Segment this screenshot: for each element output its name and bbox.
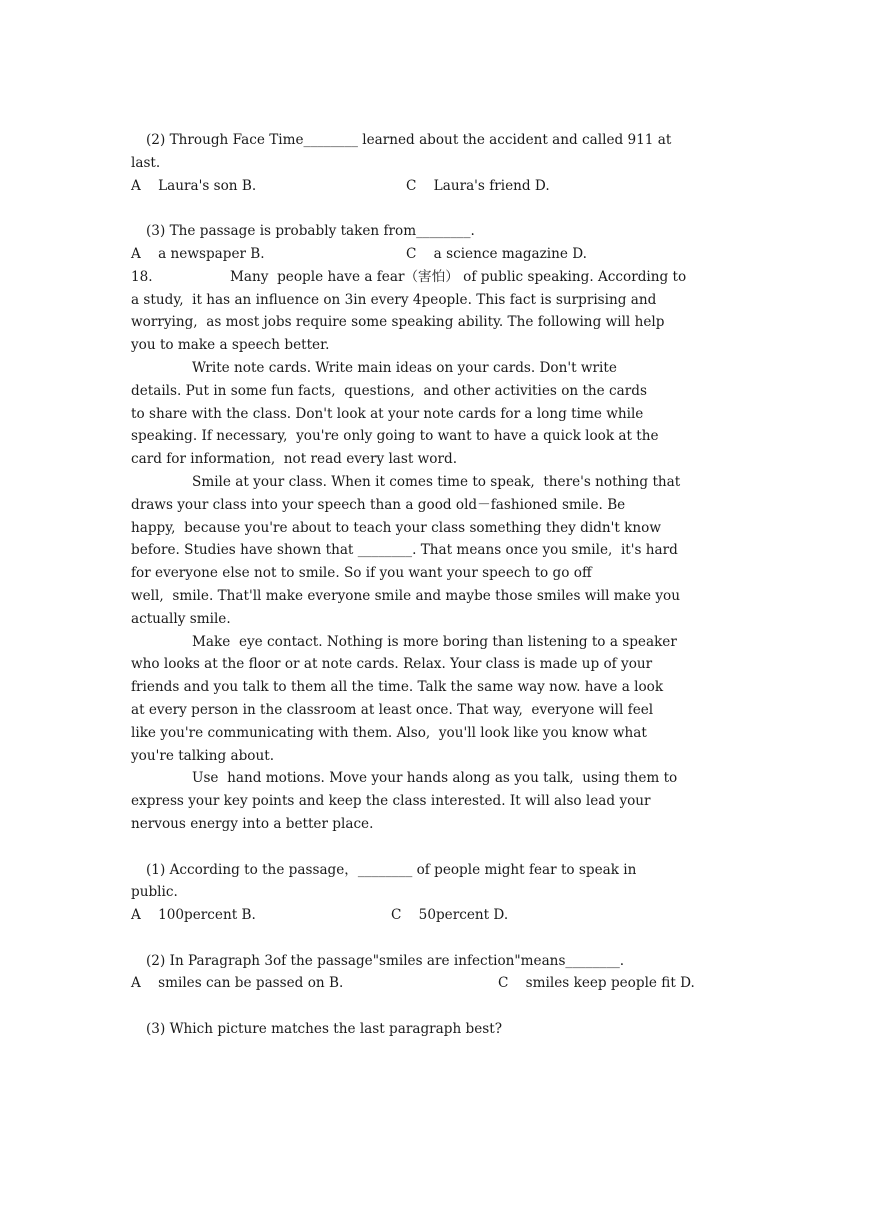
q17-2-stem-line1: (2) Through Face Time________ learned about the accident and called 911 at xyxy=(146,132,672,148)
q18-1-options-right: C 50percent D. xyxy=(391,907,509,924)
q18-1-stem-line2: public. xyxy=(131,884,178,901)
q18-2-stem: (2) In Paragraph 3of the passage"smiles are infection"means________. xyxy=(146,952,625,969)
spacer xyxy=(131,995,741,1018)
q18-1-options xyxy=(131,904,741,927)
q18-para3-line: at every person in the classroom at least once. That way, everyone will feel xyxy=(131,701,654,718)
q18-2-options-right: C smiles keep people fit D. xyxy=(498,975,695,992)
q18-number: 18. xyxy=(131,268,153,285)
q17-2-stem-line2: last. xyxy=(131,154,161,171)
q17-3-options-left: A a newspaper B. xyxy=(131,245,265,262)
q18-para2-line: happy, because you're about to teach your class something they didn't know xyxy=(131,519,661,536)
q17-3-options-right: C a science magazine D. xyxy=(406,245,587,262)
document-page xyxy=(131,129,741,1041)
q18-para3-line: you're talking about. xyxy=(131,747,275,764)
q17-3-stem: (3) The passage is probably taken from________. xyxy=(146,223,475,240)
q18-2-options-left: A smiles can be passed on B. xyxy=(131,975,344,992)
q17-2-options xyxy=(131,175,741,198)
q18-para4-line: nervous energy into a better place. xyxy=(131,815,374,832)
spacer xyxy=(131,927,741,950)
q18-para3-line: Make eye contact. Nothing is more boring than listening to a speaker xyxy=(192,633,677,650)
q18-para4-line: express your key points and keep the class interested. It will also lead your xyxy=(131,793,651,810)
q18-para2-line: well, smile. That'll make everyone smile and maybe those smiles will make you xyxy=(131,587,680,604)
q18-para1-line: details. Put in some fun facts, questions, and other activities on the cards xyxy=(131,382,647,399)
q18-para1-line: speaking. If necessary, you're only going to want to have a quick look at the xyxy=(131,428,659,445)
q18-intro-line: you to make a speech better. xyxy=(131,337,330,354)
q18-para1-line: Write note cards. Write main ideas on your cards. Don't write xyxy=(192,359,617,376)
q18-1-options-left: A 100percent B. xyxy=(131,907,256,924)
q18-intro-first: Many people have a fear（害怕） of public speaking. According to xyxy=(230,268,687,285)
q18-intro-line: a study, it has an influence on 3in every 4people. This fact is surprising and xyxy=(131,291,657,308)
q18-para2-line: draws your class into your speech than a good old－fashioned smile. Be xyxy=(131,496,626,513)
q17-3-options xyxy=(131,243,741,266)
q18-para1-line: card for information, not read every last word. xyxy=(131,451,458,468)
q17-2-options-left: A Laura's son B. xyxy=(131,177,257,194)
q18-para3-line: like you're communicating with them. Also, you'll look like you know what xyxy=(131,724,647,741)
q18-3-stem: (3) Which picture matches the last paragraph best? xyxy=(146,1021,503,1038)
spacer xyxy=(131,197,741,220)
q18-para3-line: friends and you talk to them all the time. Talk the same way now. have a look xyxy=(131,679,664,696)
q18-2-options xyxy=(131,972,741,995)
q18-para2-line: actually smile. xyxy=(131,610,231,627)
q18-intro-line: worrying, as most jobs require some speaking ability. The following will help xyxy=(131,314,665,331)
q18-para4-line: Use hand motions. Move your hands along as you talk, using them to xyxy=(192,770,678,787)
q18-para2-line: for everyone else not to smile. So if you want your speech to go off xyxy=(131,565,592,582)
q18-para1-line: to share with the class. Don't look at your note cards for a long time while xyxy=(131,405,644,422)
q18-1-stem-line1: (1) According to the passage，________ of people might fear to speak in xyxy=(146,861,637,878)
q18-para2-line: Smile at your class. When it comes time to speak, there's nothing that xyxy=(192,473,681,490)
q17-2-options-right: C Laura's friend D. xyxy=(406,177,550,194)
q18-para3-line: who looks at the floor or at note cards. Relax. Your class is made up of your xyxy=(131,656,653,673)
q18-para2-line: before. Studies have shown that ________. That means once you smile, it's hard xyxy=(131,542,678,559)
q18-intro-line1 xyxy=(131,266,741,289)
spacer xyxy=(131,836,741,859)
